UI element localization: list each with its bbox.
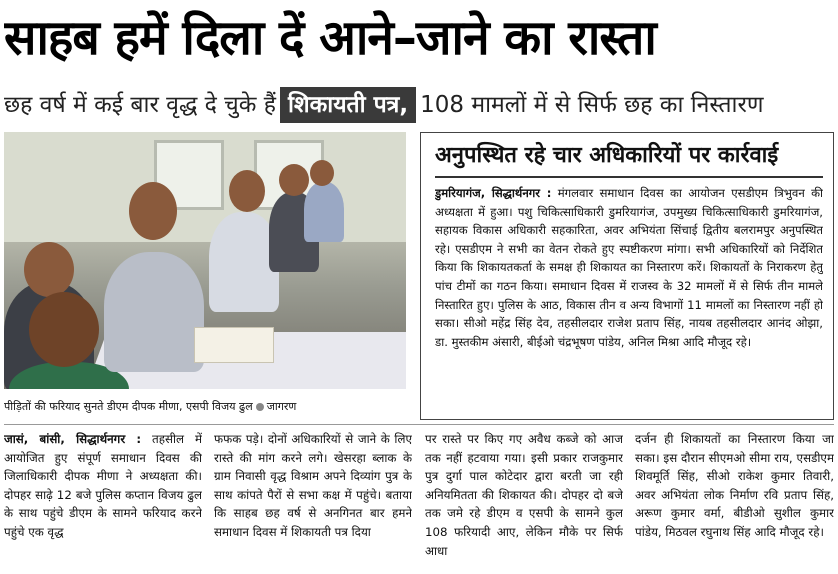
sidebar-story <box>420 132 834 420</box>
subhead-tail: 108 मामलों में से सिर्फ छह का निस्तारण <box>420 92 764 118</box>
subheadline <box>4 80 834 130</box>
photo-person-head <box>24 242 74 297</box>
photo-person-head <box>279 164 309 196</box>
article-column-1-text: तहसील में आयोजित हुए संपूर्ण समाधान दिवस की जिलाधिकारी दीपक मीणा ने अध्यक्षता की। दोपहर साढ़े 12 बजे पुलिस कप्तान विजय ढुल के साथ पहुंचे डीएम के सामने फरियाद करने पहुंचे एक वृद्ध <box>4 432 202 539</box>
article-dateline: जासं, बांसी, सिद्धार्थनगर : <box>4 432 142 446</box>
article-column-2: फफक पड़े। दोनों अधिकारियों से जाने के लिए रास्ते की मांग करने लगे। खेसरहा ब्लाक के ग्राम निवासी वृद्ध विश्राम अपने दिव्यांग पुत्र के साथ कांपते पैरों से सभा कक्ष में पहुंचे। बताया कि साहब छह वर्ष से अनगिनत बार हमने समाधान दिवस में शिकायती पत्र दिया <box>214 432 412 539</box>
photo-person-head <box>310 160 334 186</box>
section-divider <box>4 424 834 425</box>
sidebar-story-rule <box>435 176 823 178</box>
sidebar-story-dateline: डुमरियागंज, सिद्धार्थनगर : <box>435 186 552 200</box>
article-column-3: पर रास्ते पर किए गए अवैध कब्जे को आज तक नहीं हटवाया गया। इसी प्रकार राजकुमार पुत्र दुर्गा पाल कोटेदार द्वारा बरती जा रही अनियमितता की शिकायत की। दोपहर दो बजे तक जमे रहे डीएम व एसपी के सामने कुल 108 फरियादी आए, लेकिन मौके पर सिर्फ आधा <box>425 432 623 558</box>
sidebar-story-title: अनुपस्थित रहे चार अधिकारियों पर कार्रवाई <box>435 143 779 168</box>
news-photo <box>4 132 406 389</box>
headline: साहब हमें दिला दें आने–जाने का रास्ता <box>4 10 656 66</box>
photo-person <box>104 252 204 372</box>
sidebar-story-body <box>435 184 823 412</box>
photo-credit: जागरण <box>266 400 297 413</box>
photo-person-head <box>229 170 265 212</box>
article-column-4: दर्जन ही शिकायतों का निस्तारण किया जा सका। इस दौरान सीएमओ सीमा राय, एसडीएम शिवमूर्ति सिंह, सीओ राकेश कुमार तिवारी, अवर अभियंता लोक निर्माण रवि प्रताप सिंह, अरूण कुमार वर्मा, बीडीओ सुशील कुमार पांडेय, मिठवल रघुनाथ सिंह आदि मौजूद रहे। <box>635 432 834 539</box>
bullet-icon <box>256 403 264 411</box>
photo-person-head <box>129 182 177 240</box>
photo-caption <box>4 395 406 419</box>
article-column-1 <box>4 430 202 574</box>
photo-person <box>304 182 344 242</box>
subhead-lead: छह वर्ष में कई बार वृद्ध दे चुके हैं <box>4 92 276 118</box>
sidebar-story-text: मंगलवार समाधान दिवस का आयोजन एसडीएम त्रिभुवन की अध्यक्षता में हुआ। पशु चिकित्साधिकारी डुमरियागंज, उपमुख्य चिकित्साधिकारी डुमरियागंज, सहायक विकास अधिकारी सहकारिता, अवर अभियंता सिंचाई द्वितीय बलरामपुर अनुपस्थित रहे। एसडीएम ने सभी का वेतन रोकते हुए स्पष्टीकरण मांगा। सभी अधिकारियों को निर्देशित किया कि शिकायतकर्ता के समक्ष ही शिकायत का निस्तारण करें। शिकायतों के निराकरण हेतु पांच टीमों का गठन किया। समाधान दिवस में राजस्व के 32 मामलों में से सिर्फ तीन मामले निस्तारित हुए। पुलिस के आठ, विकास तीन व अन्य विभागों 11 मामलों का निस्तारण नहीं हो सका। सीओ महेंद्र सिंह देव, तहसीलदार राजेश प्रताप सिंह, नायब तहसीलदार आनंद ओझा, डा. मुस्तकीम अंसारी, बीईओ चंद्रभूषण पांडेय, अनिल मिश्रा आदि मौजूद रहे। <box>435 186 823 349</box>
photo-person-head <box>29 292 99 367</box>
subhead-badge: शिकायती पत्र, <box>280 87 416 123</box>
photo-caption-text: पीड़ितों की फरियाद सुनते डीएम दीपक मीणा, एसपी विजय ढुल <box>4 400 253 413</box>
photo-paper <box>194 327 274 363</box>
